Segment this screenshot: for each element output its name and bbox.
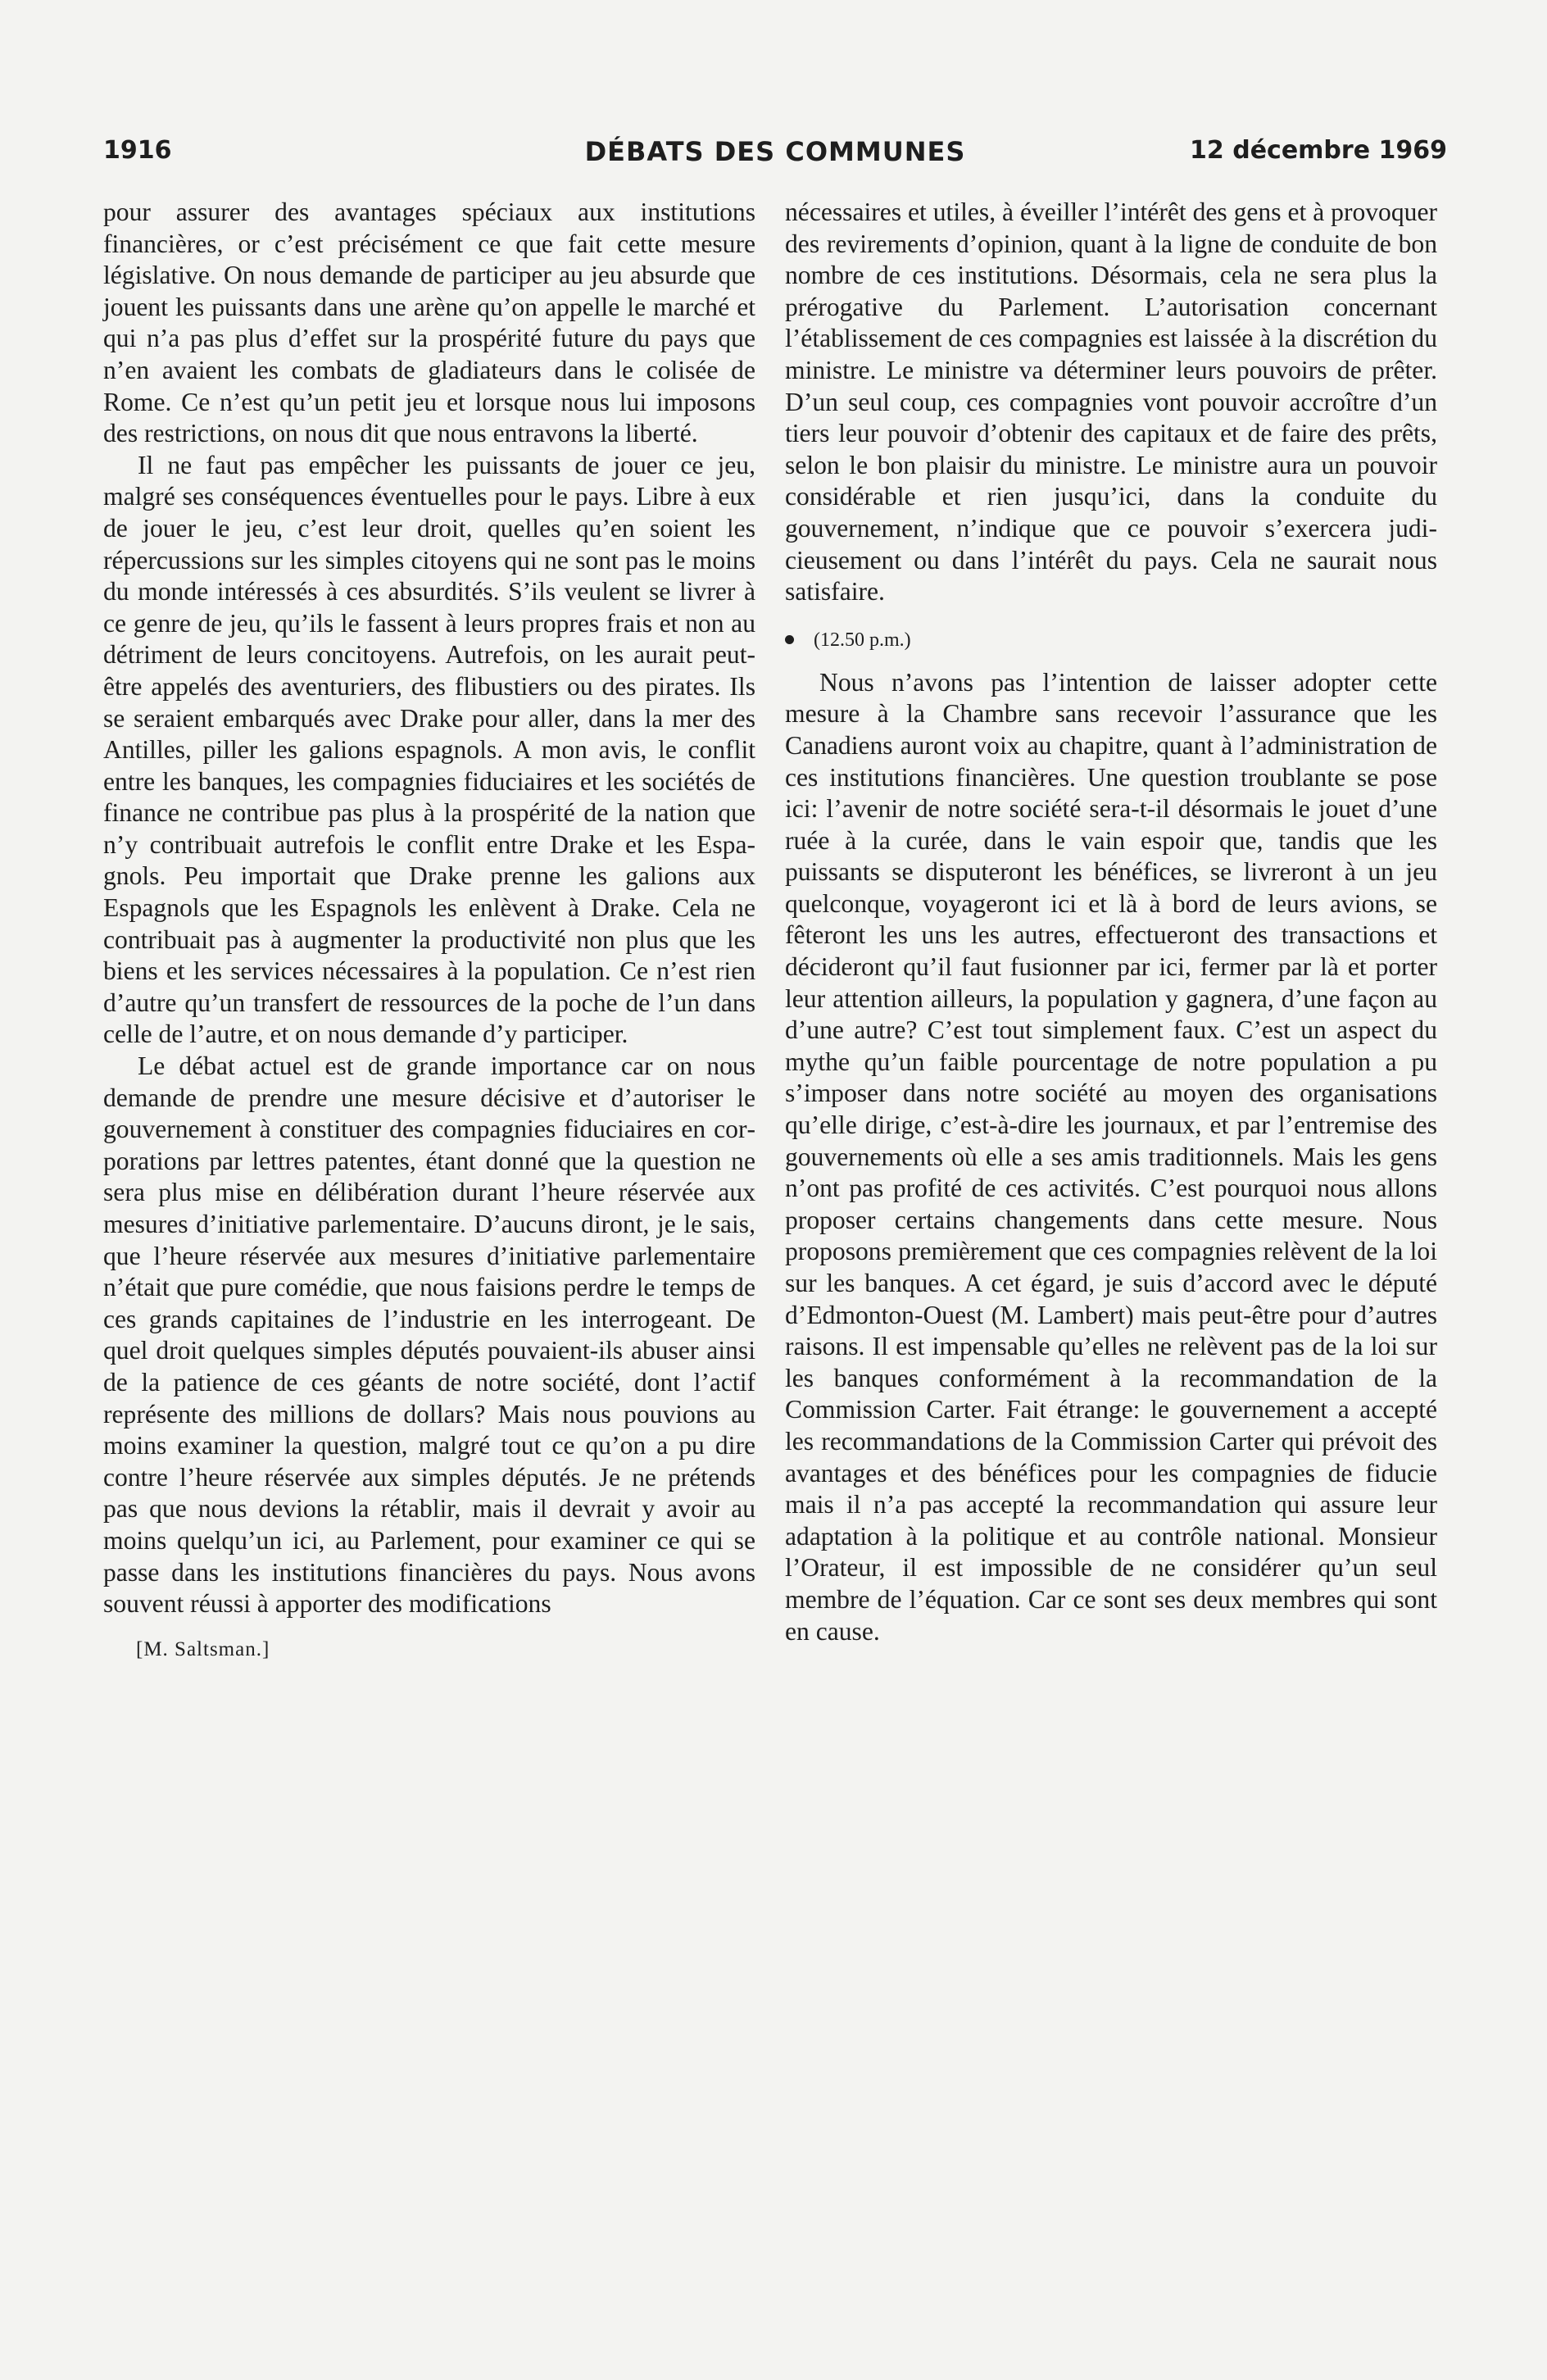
right-column (785, 197, 1437, 1647)
time-marker (785, 628, 1437, 652)
paragraph: nécessaires et utiles, à éveiller l’intérêt des gens et à provoquer des revirements d’opinion, quant à la ligne de conduite de bon nombre de ces institutions. Désormais, cela ne sera plus la prérogative du Parlement. L’autorisation concernant l’établissement de ces compagnies est laissée à la discrétion du ministre. Le ministre va déterminer leurs pouvoirs de prêter. D’un seul coup, ces compagnies vont pouvoir accroître d’un tiers leur pouvoir d’obtenir des capitaux et de faire des prêts, selon le bon plaisir du ministre. Le ministre aura un pouvoir considérable et rien jusqu’ici, dans la conduite du gouvernement, n’indique que ce pouvoir s’exercera judicieusement ou dans l’intérêt du pays. Cela ne saurait nous satisfaire. (785, 198, 1437, 606)
time-marker-text: (12.50 p.m.) (814, 629, 911, 651)
bullet-icon (785, 635, 794, 644)
page-number: 1916 (103, 136, 172, 165)
journal-title: DÉBATS DES COMMUNES (584, 136, 966, 167)
paragraph: pour assurer des avantages spéciaux aux institutions financières, or c’est précisément ce que fait cette mesure législative. On nous demande de participer au jeu absurde que jouent les puissants dans une arène qu’on appelle le marché et qui n’a pas plus d’effet sur la prospérité future du pays que n’en avaient les combats de gladiateurs dans le colisée de Rome. Ce n’est qu’un petit jeu et lorsque nous lui imposons des restrictions, on nous dit que nous entravons la liberté. (103, 198, 755, 448)
running-header (103, 136, 1447, 174)
left-column (103, 197, 755, 1620)
paragraph: Nous n’avons pas l’intention de laisser adopter cette mesure à la Chambre sans recevoir l’assurance que les Canadiens auront voix au chapitre, quant à l’administration de ces institutions financières. Une question troublante se pose ici: l’avenir de notre société sera-t-il désormais le jouet d’une ruée à la curée, dans le vain espoir que, tandis que les puissants se disputeront les bénéfices, se livreront à un jeu quelconque, voyageront ici et là à bord de leurs avions, se fêteront les uns les autres, effectueront des transactions et décideront qu’il faut fusionner par ici, fermer par là et porter leur attention ailleurs, la population y gagnera, d’une façon au d’une autre? C’est tout simplement faux. C’est un aspect du mythe qu’un faible pourcentage de notre population a pu s’imposer dans notre société au moyen des organisations qu’elle dirige, c’est-à-dire les journaux, et par l’entremise des gouvernements où elle a ses amis traditionnels. Mais les gens n’ont pas profité de ces activités. C’est pourquoi nous allons proposer certains changements dans cette mesure. Nous proposons premièrement que ces compagnies relèvent de la loi sur les banques. A cet égard, je suis d’accord avec le député d’Edmonton-Ouest (M. Lambert) mais peut-être pour d’autres raisons. Il est impensable qu’elles ne relèvent pas de la loi sur les banques conformément à la recommandation de la Commission Carter. Fait étrange: le gouvernement a accepté les recommandations de la Commission Carter qui prévoit des avantages et des bénéfices pour les compagnies de fiducie mais il n’a pas accepté la recommandation qui assure leur adaptation à la politique et au contrôle national. Monsieur l’Orateur, il est impossible de ne considérer qu’un seul membre de l’équation. Car ce sont ses deux membres qui sont en cause. (785, 667, 1437, 1646)
paragraph: Le débat actuel est de grande importance car on nous demande de prendre une mesure décisive et d’autoriser le gouvernement à constituer des compagnies fiduciaires en corporations par lettres patentes, étant donné que la question ne sera plus mise en délibération durant l’heure réservée aux mesures d’initiative parlementaire. D’aucuns diront, je le sais, que l’heure réservée aux mesures d’initiative parlementaire n’était que pure comédie, que nous faisions perdre le temps de ces grands capitaines de l’industrie en les interrogeant. De quel droit quelques simples députés pouvaient-ils abuser ainsi de la patience de ces géants de notre société, dont l’actif représente des millions de dollars? Mais nous pouvions au moins examiner la question, malgré tout ce qu’on a pu dire contre l’heure réservée aux simples députés. Je ne prétends pas que nous devions la rétablir, mais il devrait y avoir au moins quelqu’un ici, au Parlement, pour examiner ce qui se passe dans les institutions financières du pays. Nous avons souvent réussi à apporter des modifications (103, 1051, 755, 1619)
paragraph: Il ne faut pas empêcher les puissants de jouer ce jeu, malgré ses conséquences éventuelles pour le pays. Libre à eux de jouer le jeu, c’est leur droit, quelles qu’en soient les répercussions sur les simples citoyens qui ne sont pas le moins du monde intéressés à ces absurdités. S’ils veulent se livrer à ce genre de jeu, qu’ils le fassent à leurs propres frais et non au détriment de leurs concitoyens. Autrefois, on les aurait peut-être appelés des aventuriers, des flibustiers ou des pirates. Ils se seraient embarqués avec Drake pour aller, dans la mer des Antilles, piller les galions espagnols. A mon avis, le conflit entre les banques, les compagnies fiduciaires et les sociétés de finance ne contribue pas plus à la prospérité de la nation que n’y contribuait autrefois le conflit entre Drake et les Espagnols. Peu importait que Drake prenne les galions aux Espagnols que les Espagnols les enlèvent à Drake. Cela ne contribuait pas à augmenter la productivité non plus que les biens et les services nécessaires à la population. Ce n’est rien d’autre qu’un transfert de ressources de la poche de l’un dans celle de l’autre, et on nous demande d’y participer. (103, 450, 755, 1049)
speaker-note: [M. Saltsman.] (136, 1638, 270, 1660)
header-date: 12 décembre 1969 (1190, 136, 1447, 165)
